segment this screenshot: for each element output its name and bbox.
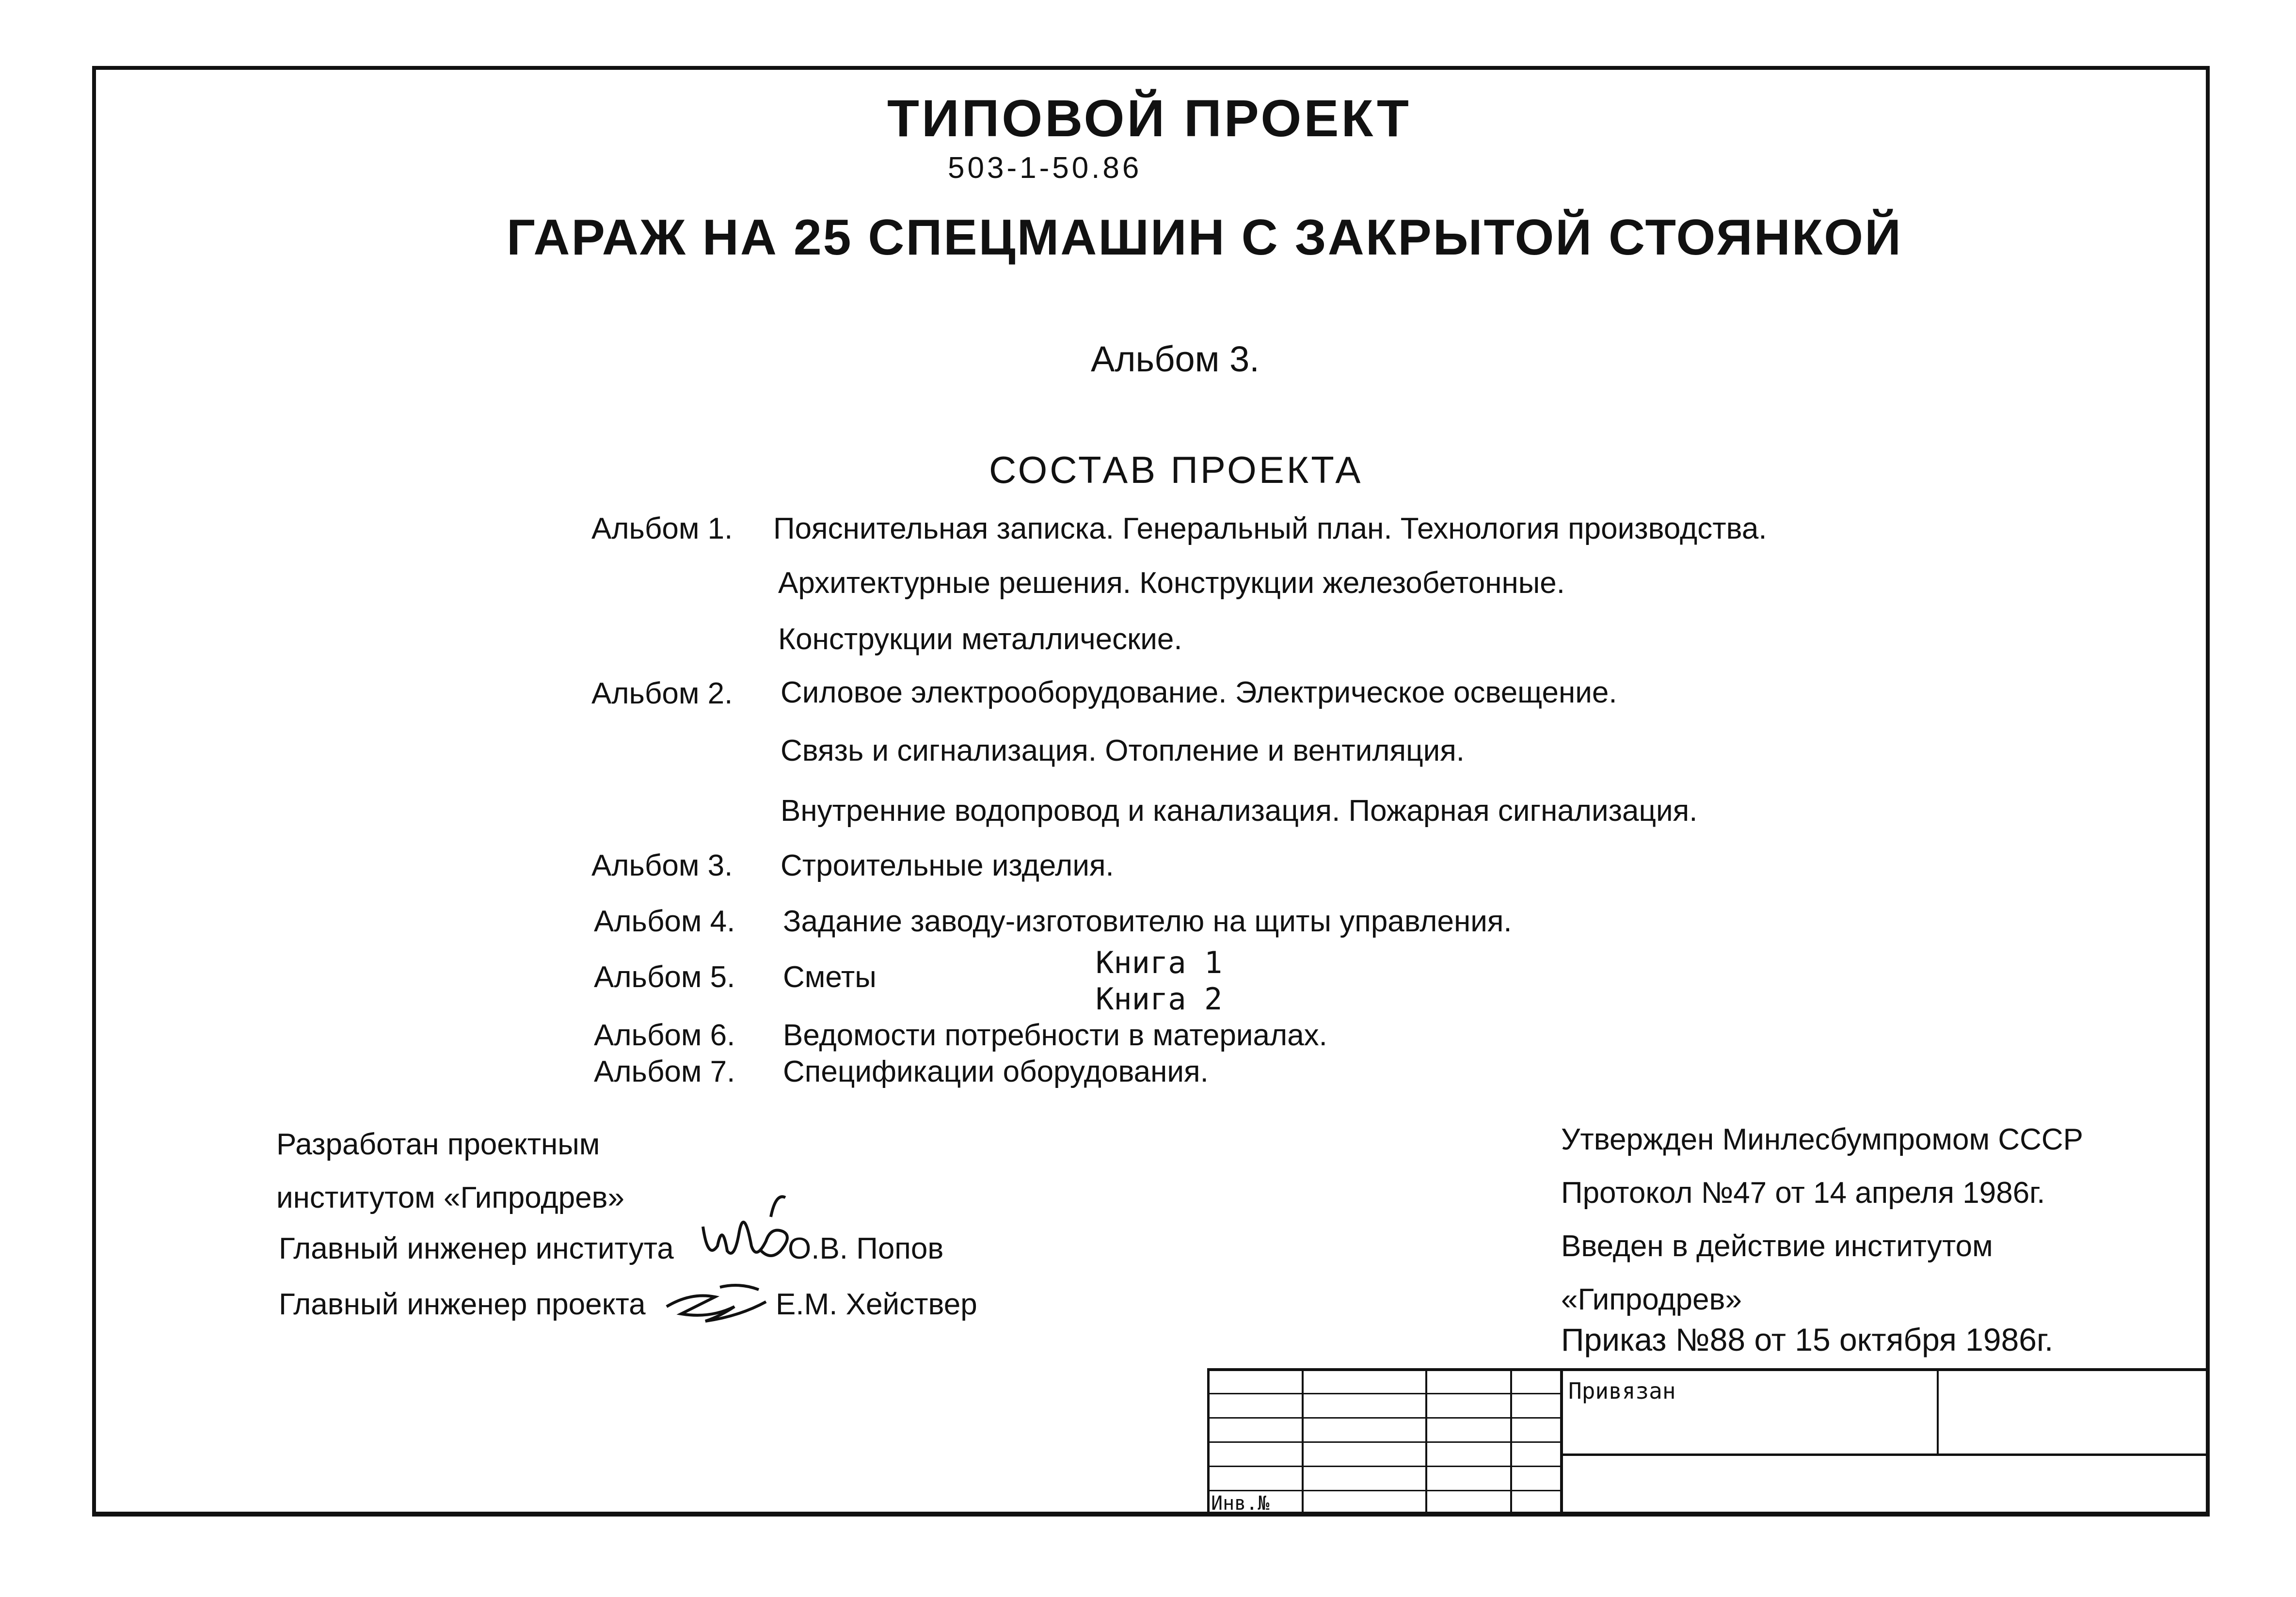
chief-project-name: Е.М. Хействер xyxy=(776,1288,977,1321)
album-label: Альбом 3. xyxy=(591,849,733,882)
developer-line1: Разработан проектным xyxy=(276,1128,600,1161)
chief-project-label: Главный инженер проекта xyxy=(279,1288,646,1321)
album-line: Строительные изделия. xyxy=(781,849,1114,882)
album-label: Альбом 4. xyxy=(594,905,735,938)
album-line: Внутренние водопровод и канализация. Пожарная сигнализация. xyxy=(781,794,1698,828)
album-line: Конструкции металлические. xyxy=(778,623,1182,656)
album-line: Архитектурные решения. Конструкции железобетонные. xyxy=(778,566,1565,600)
album-line: Задание заводу-изготовителю на щиты управления. xyxy=(783,905,1512,938)
project-name: ГАРАЖ НА 25 СПЕЦМАШИН С ЗАКРЫТОЙ СТОЯНКОЙ xyxy=(507,209,1902,266)
stamp-inventory-label: Инв.№ xyxy=(1211,1492,1270,1515)
album-number: Альбом 3. xyxy=(1091,339,1260,379)
album-line: Связь и сигнализация. Отопление и вентиляция. xyxy=(781,734,1465,767)
project-code: 503-1-50.86 xyxy=(948,151,1142,185)
developer-line2: институтом «Гипродрев» xyxy=(276,1181,624,1214)
album-line: Ведомости потребности в материалах. xyxy=(783,1019,1327,1052)
album-line: Сметы xyxy=(783,960,877,994)
album-line: Пояснительная записка. Генеральный план. Технология производства. xyxy=(773,512,1767,545)
album-label: Альбом 2. xyxy=(591,677,733,710)
project-type-title: ТИПОВОЙ ПРОЕКТ xyxy=(887,89,1412,147)
signature-kheystver xyxy=(662,1273,773,1326)
album-line: Силовое электрооборудование. Электрическое освещение. xyxy=(781,676,1617,709)
approval-line3: Введен в действие институтом xyxy=(1561,1230,1993,1263)
title-block-stamp xyxy=(1207,1368,2210,1517)
book-label: Книга 2 xyxy=(1096,981,1223,1017)
stamp-tied-label: Привязан xyxy=(1568,1378,1676,1404)
approval-line1: Утвержден Минлесбумпромом СССР xyxy=(1561,1123,2084,1156)
album-label: Альбом 1. xyxy=(591,512,733,545)
approval-line2: Протокол №47 от 14 апреля 1986г. xyxy=(1561,1176,2045,1210)
approval-line5: Приказ №88 от 15 октября 1986г. xyxy=(1561,1322,2054,1357)
chief-institute-name: О.В. Попов xyxy=(788,1232,944,1265)
approval-line4: «Гипродрев» xyxy=(1561,1283,1742,1316)
album-label: Альбом 6. xyxy=(594,1019,735,1052)
contents-heading: СОСТАВ ПРОЕКТА xyxy=(989,448,1363,491)
signature-popov xyxy=(698,1188,795,1270)
book-label: Книга 1 xyxy=(1096,945,1223,980)
album-line: Спецификации оборудования. xyxy=(783,1055,1209,1088)
chief-institute-label: Главный инженер института xyxy=(279,1232,674,1265)
album-label: Альбом 5. xyxy=(594,960,735,994)
album-label: Альбом 7. xyxy=(594,1055,735,1088)
